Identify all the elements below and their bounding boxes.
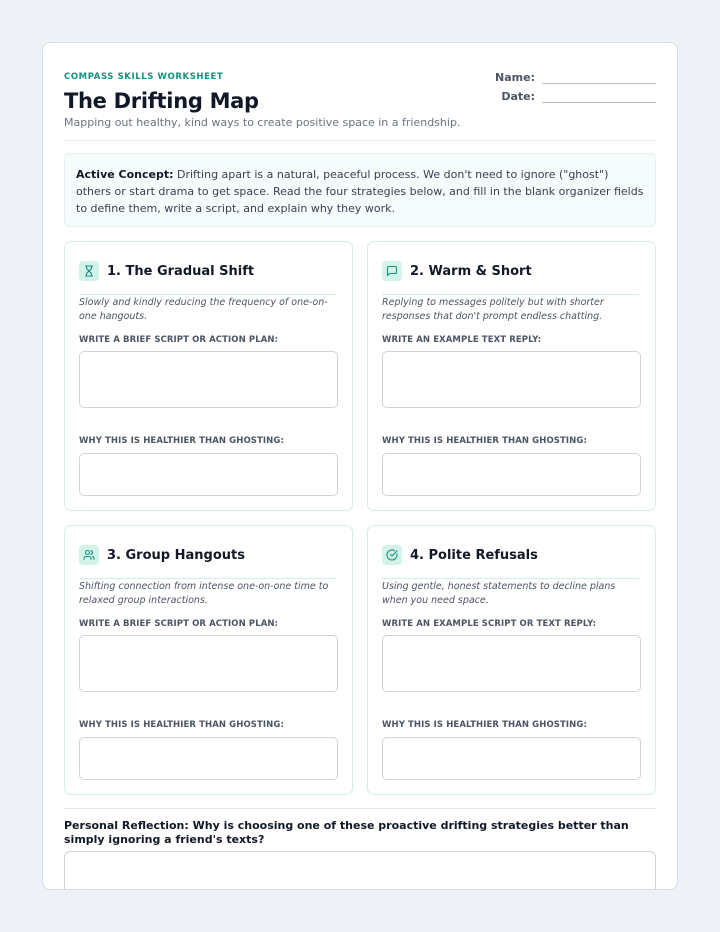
why-field-label: WHY THIS IS HEALTHIER THAN GHOSTING: — [382, 720, 587, 730]
card-description: Using gentle, honest statements to decline plans when you need space. — [382, 581, 616, 606]
script-field[interactable] — [79, 351, 338, 408]
script-field[interactable] — [79, 635, 338, 692]
date-label: Date: — [501, 90, 535, 103]
card-header — [79, 257, 336, 295]
strategy-card-group-hangouts — [64, 525, 353, 795]
why-field-label: WHY THIS IS HEALTHIER THAN GHOSTING: — [79, 436, 284, 446]
why-field-label: WHY THIS IS HEALTHIER THAN GHOSTING: — [79, 720, 284, 730]
text-reply-field[interactable] — [382, 351, 641, 408]
reflection-prompt: Personal Reflection: Why is choosing one of these proactive drifting strategies better than simply ignoring a friend's texts? — [64, 819, 629, 846]
worksheet-eyebrow: COMPASS SKILLS WORKSHEET — [64, 72, 224, 82]
reflection-divider — [64, 808, 656, 809]
why-field[interactable] — [382, 737, 641, 780]
check-circle-icon — [382, 545, 402, 565]
reflection-field[interactable] — [64, 851, 656, 890]
date-field[interactable] — [542, 91, 656, 103]
chat-bubble-icon — [382, 261, 402, 281]
card-header — [79, 541, 336, 579]
card-description: Slowly and kindly reducing the frequency of one-on-one hangouts. — [79, 297, 328, 322]
card-title: 1. The Gradual Shift — [107, 263, 255, 279]
name-date-fields — [495, 65, 656, 103]
page-subtitle: Mapping out healthy, kind ways to create positive space in a friendship. — [64, 116, 461, 129]
script-field-label: WRITE AN EXAMPLE SCRIPT OR TEXT REPLY: — [382, 619, 597, 629]
card-header — [382, 257, 639, 295]
concept-label: Active Concept: — [76, 168, 174, 181]
card-title: 3. Group Hangouts — [107, 547, 245, 563]
strategy-card-gradual-shift — [64, 241, 353, 511]
card-title: 2. Warm & Short — [410, 263, 532, 279]
strategy-card-warm-short — [367, 241, 656, 511]
strategy-card-polite-refusals — [367, 525, 656, 795]
script-field[interactable] — [382, 635, 641, 692]
script-field-label: WRITE A BRIEF SCRIPT OR ACTION PLAN: — [79, 335, 279, 345]
card-description: Shifting connection from intense one-on-one time to relaxed group interactions. — [79, 581, 329, 606]
name-label: Name: — [495, 71, 535, 84]
hourglass-icon — [79, 261, 99, 281]
script-field-label: WRITE A BRIEF SCRIPT OR ACTION PLAN: — [79, 619, 279, 629]
worksheet-page — [42, 42, 678, 890]
header-divider — [64, 140, 656, 141]
why-field[interactable] — [382, 453, 641, 496]
active-concept-box — [64, 153, 656, 227]
card-header — [382, 541, 639, 579]
name-field[interactable] — [542, 72, 656, 84]
why-field[interactable] — [79, 453, 338, 496]
concept-text: Drifting apart is a natural, peaceful process. We don't need to ignore ("ghost") others or start drama to get space. Read the four strategies below, and fill in the blank organizer fields to define them, write a script, and explain why they work. — [76, 168, 644, 215]
text-reply-field-label: WRITE AN EXAMPLE TEXT REPLY: — [382, 335, 542, 345]
why-field-label: WHY THIS IS HEALTHIER THAN GHOSTING: — [382, 436, 587, 446]
date-row — [495, 84, 656, 103]
card-title: 4. Polite Refusals — [410, 547, 538, 563]
why-field[interactable] — [79, 737, 338, 780]
users-icon — [79, 545, 99, 565]
name-row — [495, 65, 656, 84]
card-description: Replying to messages politely but with shorter responses that don't prompt endless chatting. — [382, 297, 604, 322]
page-title: The Drifting Map — [64, 89, 259, 113]
